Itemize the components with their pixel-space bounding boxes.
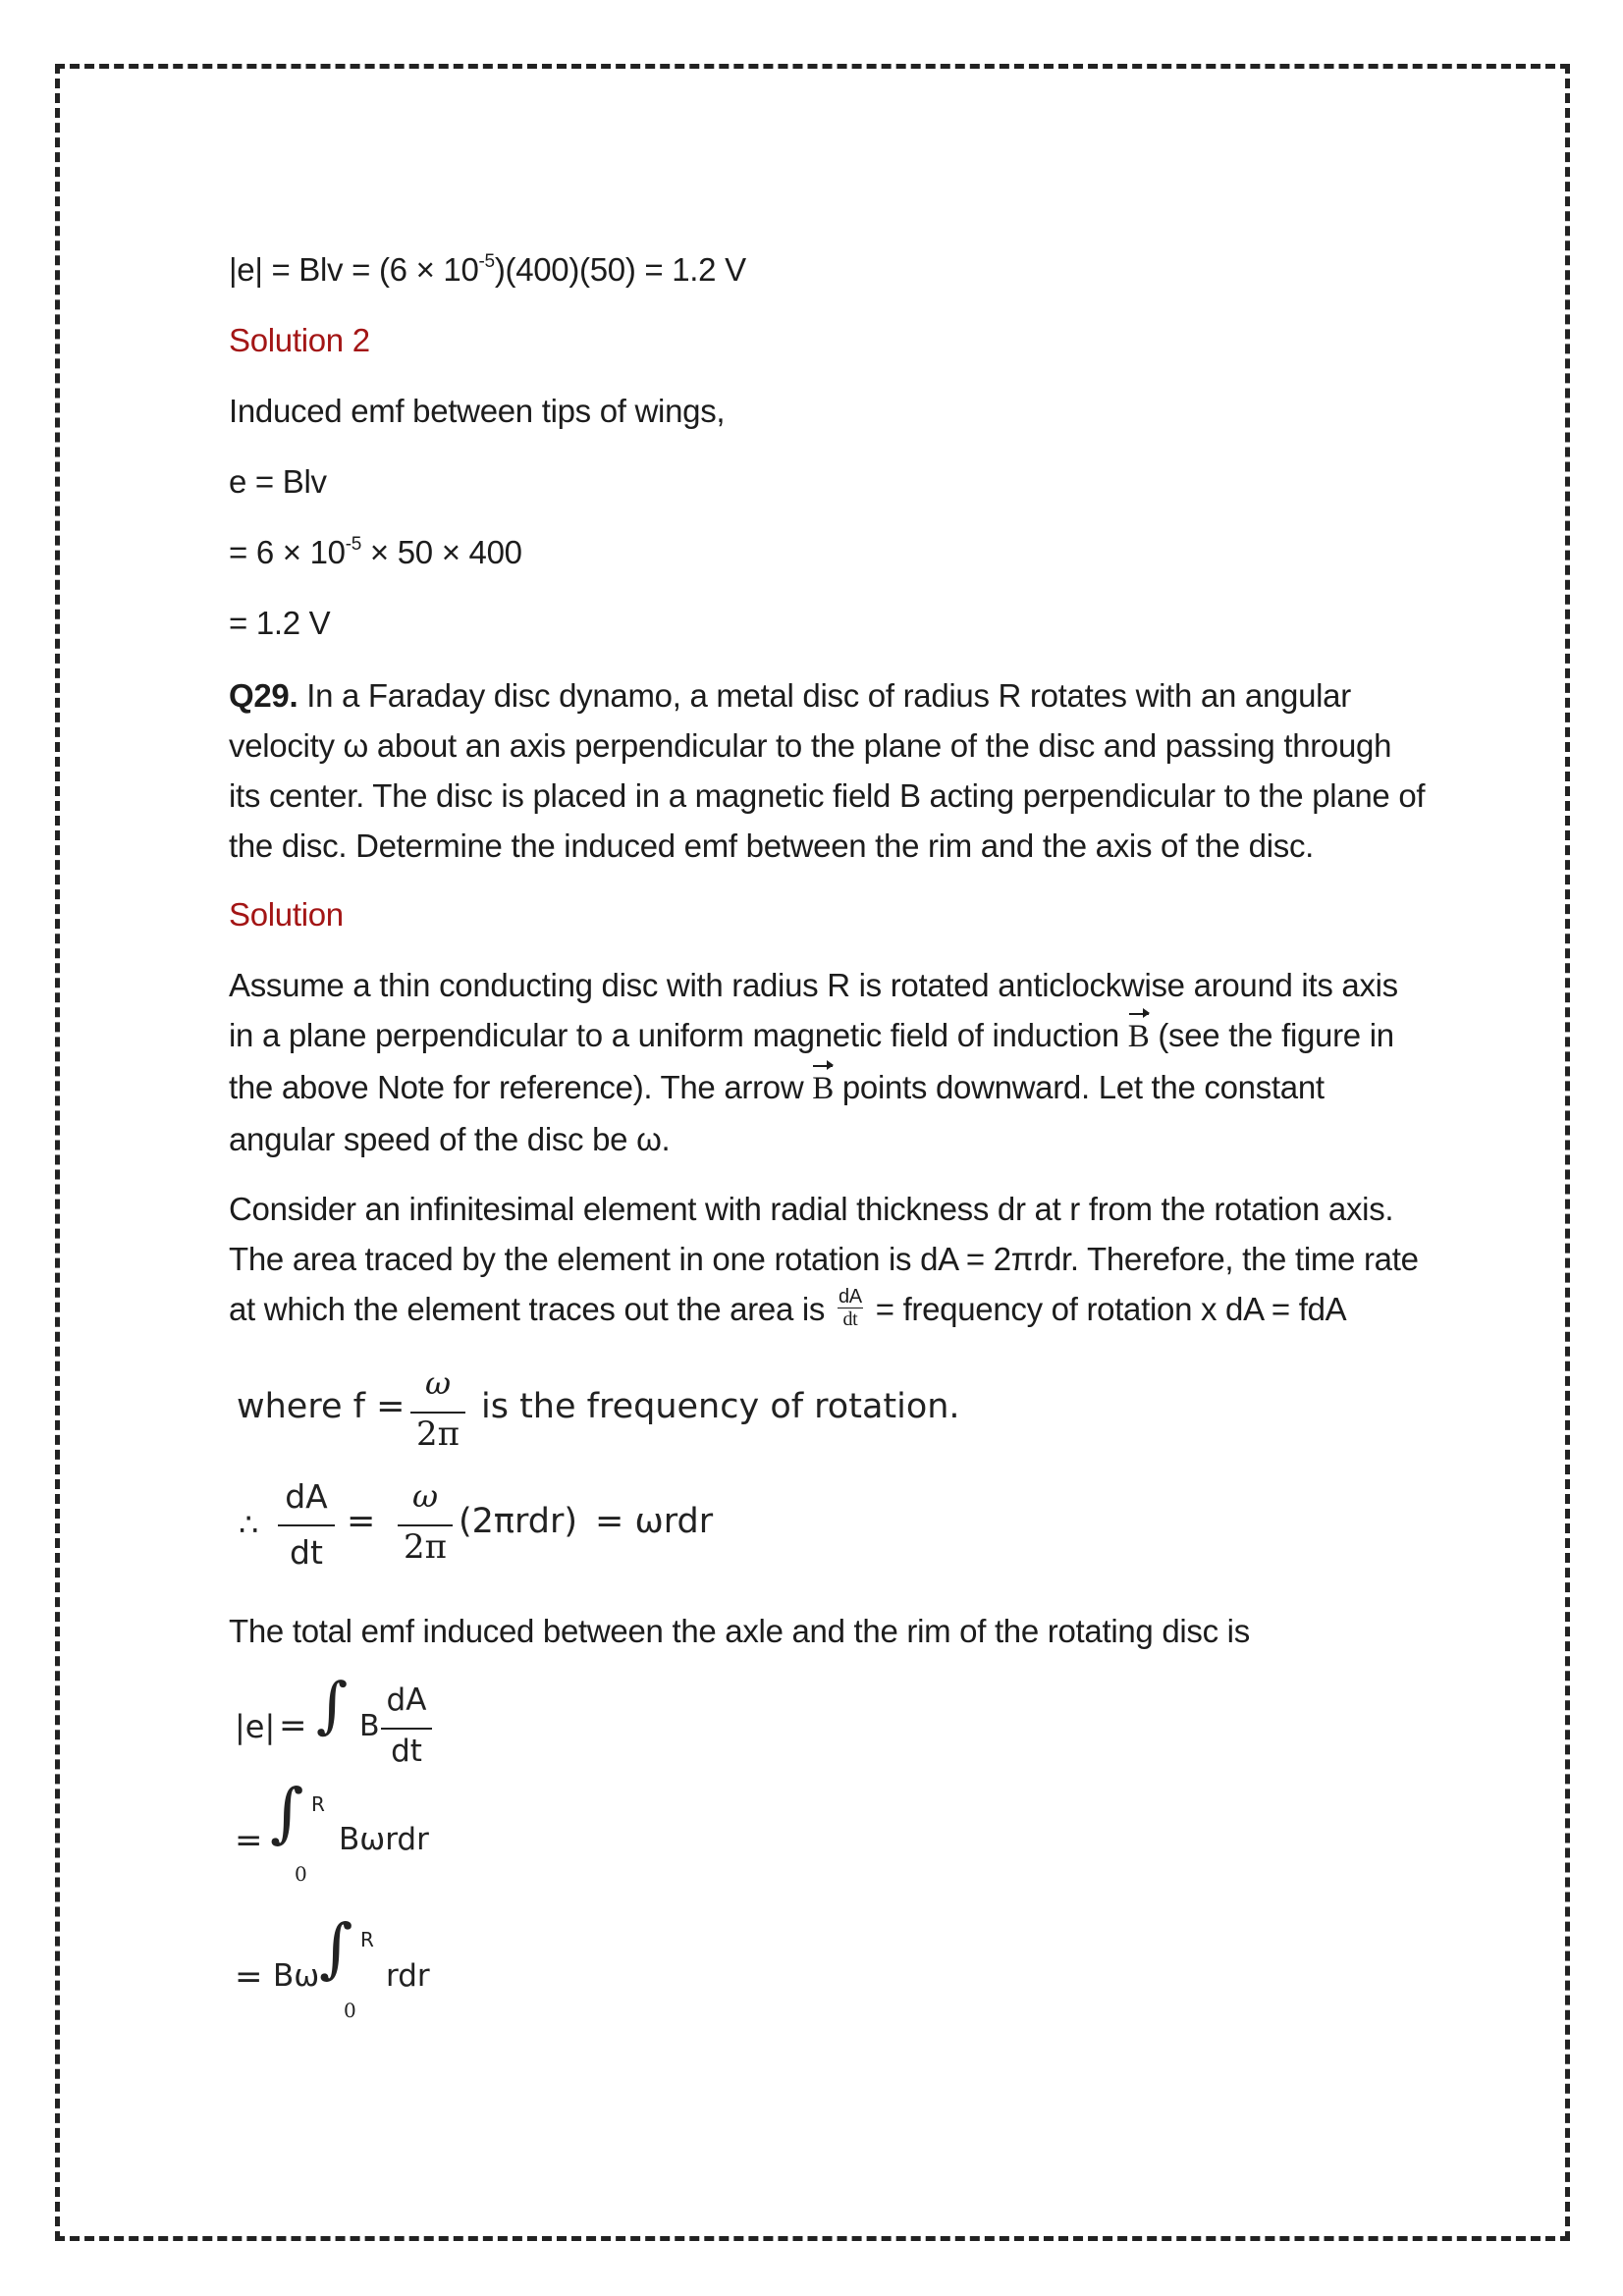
sol2-line-1: Induced emf between tips of wings, <box>229 393 726 429</box>
integral-sign: ∫ <box>319 1910 353 1986</box>
exponent: -5 <box>345 534 362 555</box>
paragraph-text: = frequency of rotation x dA = fdA <box>866 1291 1347 1327</box>
fraction-numerator: dA <box>838 1285 862 1308</box>
sol2-line-3 <box>229 533 522 572</box>
integral-sign: ∫ <box>270 1775 304 1850</box>
fraction-bar <box>410 1412 465 1414</box>
sol2-line-2: e = Blv <box>229 463 327 500</box>
lower-limit: 0 <box>295 1862 307 1886</box>
equation-text: is the frequency of rotation. <box>481 1387 960 1426</box>
fraction-numerator: ω <box>424 1364 452 1402</box>
question-text: In a Faraday disc dynamo, a metal disc of radius R rotates with an angular velocity ω about an axis perpendicular to the plane of the disc and passing through its center. The disc is placed in a magnetic field B acting perpendicular to the plane of the disc. Determine the induced emf between the rim and the axis of the disc. <box>229 677 1426 864</box>
fraction-denominator: 2π <box>404 1527 447 1567</box>
fraction-numerator: dA <box>386 1682 427 1718</box>
emf-result-text-end: )(400)(50) = 1.2 V <box>494 251 746 288</box>
equation-text: where f = <box>237 1387 406 1426</box>
upper-limit: R <box>360 1928 374 1951</box>
fraction-denominator: dt <box>391 1734 422 1769</box>
solution-heading: Solution <box>229 896 344 933</box>
equation-text: = ωrdr <box>595 1502 714 1541</box>
vector-b-symbol: B <box>1128 1012 1150 1062</box>
sol2-line-4: = 1.2 V <box>229 605 331 641</box>
solution-2-heading: Solution 2 <box>229 322 370 358</box>
fraction-numerator: dA <box>285 1477 328 1516</box>
inline-fraction <box>838 1286 863 1330</box>
paragraph-text: points downward. Let the constant angular speed of the disc be ω. <box>229 1069 1325 1157</box>
equals-sign: = <box>235 1957 263 1997</box>
equation-lhs: |e| <box>235 1708 276 1745</box>
solution-paragraph-3: The total emf induced between the axle and the rim of the rotating disc is <box>229 1613 1250 1649</box>
paragraph-text: Assume a thin conducting disc with radius R is rotated anticlockwise around its axis in a plane perpendicular to a uniform magnetic field of induction <box>229 967 1398 1053</box>
solution-paragraph-1 <box>229 960 1427 1164</box>
equals-sign: = <box>279 1706 307 1745</box>
question-label: Q29. <box>229 677 298 714</box>
paragraph-text: (see the figure in the above Note for reference). The arrow <box>229 1017 1394 1105</box>
equation-text: (2πrdr) <box>459 1502 578 1541</box>
equation-text: Bω <box>273 1958 320 1994</box>
equation-text: Bωrdr <box>339 1822 429 1857</box>
exponent: -5 <box>478 251 495 272</box>
sol2-line-3-text-end: × 50 × 400 <box>361 534 522 570</box>
paragraph-text: Consider an infinitesimal element with radial thickness dr at r from the rotation axis. The area traced by the element in one rotation is dA = 2πrdr. Therefore, the time rate at which the element traces out the area is <box>229 1191 1419 1327</box>
fraction-denominator: 2π <box>416 1415 460 1454</box>
sol2-line-3-text: = 6 × 10 <box>229 534 346 570</box>
lower-limit: 0 <box>344 1999 356 2022</box>
emf-result-text: |e| = Blv = (6 × 10 <box>229 251 479 288</box>
equation-text: B <box>359 1709 380 1743</box>
fraction-denominator: dt <box>842 1308 858 1330</box>
fraction-numerator: ω <box>411 1477 439 1515</box>
integral-sign: ∫ <box>316 1669 349 1740</box>
solution-paragraph-2 <box>229 1184 1427 1334</box>
fraction-bar <box>398 1524 453 1526</box>
upper-limit: R <box>311 1792 325 1816</box>
equation-text: rdr <box>386 1958 430 1994</box>
fraction-bar <box>278 1524 335 1526</box>
question-29 <box>229 670 1427 871</box>
vector-b-symbol: B <box>812 1064 834 1114</box>
equals-sign: = <box>347 1502 376 1541</box>
equals-sign: = <box>235 1821 263 1860</box>
fraction-denominator: dt <box>290 1533 323 1572</box>
fraction-bar <box>381 1728 432 1730</box>
emf-result-line <box>229 250 746 290</box>
therefore-symbol: ∴ <box>239 1506 259 1543</box>
